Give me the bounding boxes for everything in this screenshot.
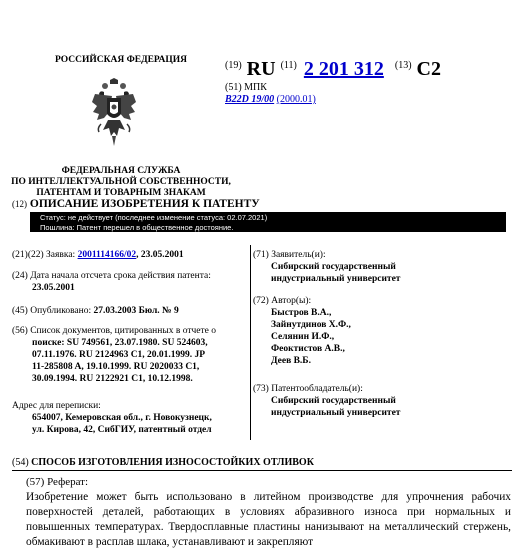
divider [12,470,512,471]
cited-line: 30.09.1994. RU 2122921 C1, 10.12.1998. [32,374,193,384]
cited-documents-item [12,325,248,385]
author-name: Быстров В.А., [271,308,332,318]
applicant-line: индустриальный университет [271,274,401,284]
invention-title-row [12,457,314,468]
kind-code: C2 [416,58,441,80]
published-item [12,305,179,317]
term-start-item [12,270,248,294]
application-date: , 23.05.2001 [136,250,184,260]
ipc-label: (51) МПК [225,82,267,93]
application-item [12,249,184,261]
address-item [12,400,248,436]
published-label: (45) Опубликовано: [12,306,94,316]
owner-line: Сибирский государственный [271,396,396,406]
agency-line: ПАТЕНТАМ И ТОВАРНЫМ ЗНАКАМ [36,188,206,198]
agency-name [0,166,242,199]
abstract-heading: (57) Реферат: [26,476,89,488]
published-value: 27.03.2003 Бюл. № 9 [93,306,179,316]
inid-code: (54) [12,457,32,468]
applicant-item [253,249,400,285]
term-start-label: (24) Дата начала отсчета срока действия патента: [12,271,211,281]
applicant-line: Сибирский государственный [271,262,396,272]
term-start-value: 23.05.2001 [32,283,75,293]
country-code: RU [246,58,276,80]
owner-line: индустриальный университет [271,408,401,418]
author-name: Деев В.Б. [271,356,311,366]
authors-item [253,295,351,367]
invention-title: СПОСОБ ИЗГОТОВЛЕНИЯ ИЗНОСОСТОЙКИХ ОТЛИВОК [31,457,314,468]
application-label: (21)(22) Заявка: [12,250,78,260]
status-line: Статус: не действует (последнее изменение статуса: 02.07.2021) [40,213,268,222]
country-name: РОССИЙСКАЯ ФЕДЕРАЦИЯ [54,55,188,65]
patent-number-link[interactable]: 2 201 312 [303,58,384,80]
agency-line: ПО ИНТЕЛЛЕКТУАЛЬНОЙ СОБСТВЕННОСТИ, [11,177,231,187]
cited-line: 11-285808 A, 19.10.1999. RU 2020033 C1, [32,362,200,372]
cited-line: 07.11.1976. RU 2124963 C1, 20.01.1999. JP [32,350,206,360]
status-box [30,212,506,232]
inid-code: (12) [12,199,27,209]
authors-label: (72) Автор(ы): [253,296,312,306]
author-name: Зайнутдинов Х.Ф., [271,320,351,330]
inid-code: (19) [225,60,242,71]
fee-line: Пошлина: Патент перешел в общественное достояние. [40,222,234,232]
inid-code: (13) [394,60,412,71]
owner-label: (73) Патентообладатель(и): [253,384,363,394]
column-divider [250,245,251,440]
ipc-version-link[interactable]: (2000.01) [276,94,316,105]
application-number-link[interactable]: 2001114166/02 [77,250,137,260]
patent-number-line [225,58,441,81]
agency-line: ФЕДЕРАЛЬНАЯ СЛУЖБА [61,166,181,176]
abstract-text: Изобретение может быть использовано в литейном производстве для упрочнения рабочих поверхностей деталей, работающих в условиях абразивного износа при нормальных и повышенных температурах. Твердосплавные пластины нанизывают на металлический стержень, обмакивают в расплав шлака, устанавливают и закрепляют [26,491,511,548]
patent-owner-item [253,383,400,419]
address-label: Адрес для переписки: [12,401,101,411]
author-name: Феоктистов А.В., [271,344,345,354]
coat-of-arms-icon [91,78,137,152]
inid-code: (11) [280,60,297,71]
address-line: 654007, Кемеровская обл., г. Новокузнецк, [32,413,212,423]
document-title: ОПИСАНИЕ ИЗОБРЕТЕНИЯ К ПАТЕНТУ [29,198,260,210]
author-name: Селянин И.Ф., [271,332,335,342]
address-line: ул. Кирова, 42, СибГИУ, патентный отдел [32,425,212,435]
ipc-code-link[interactable]: B22D 19/00 [225,94,275,105]
document-title-row [12,198,260,210]
cited-label: (56) Список документов, цитированных в отчете о [12,326,216,336]
ipc-block [225,82,316,106]
applicant-label: (71) Заявитель(и): [253,250,326,260]
header-left [0,55,242,65]
cited-line: поиске: SU 749561, 23.07.1980. SU 524603, [32,338,208,348]
